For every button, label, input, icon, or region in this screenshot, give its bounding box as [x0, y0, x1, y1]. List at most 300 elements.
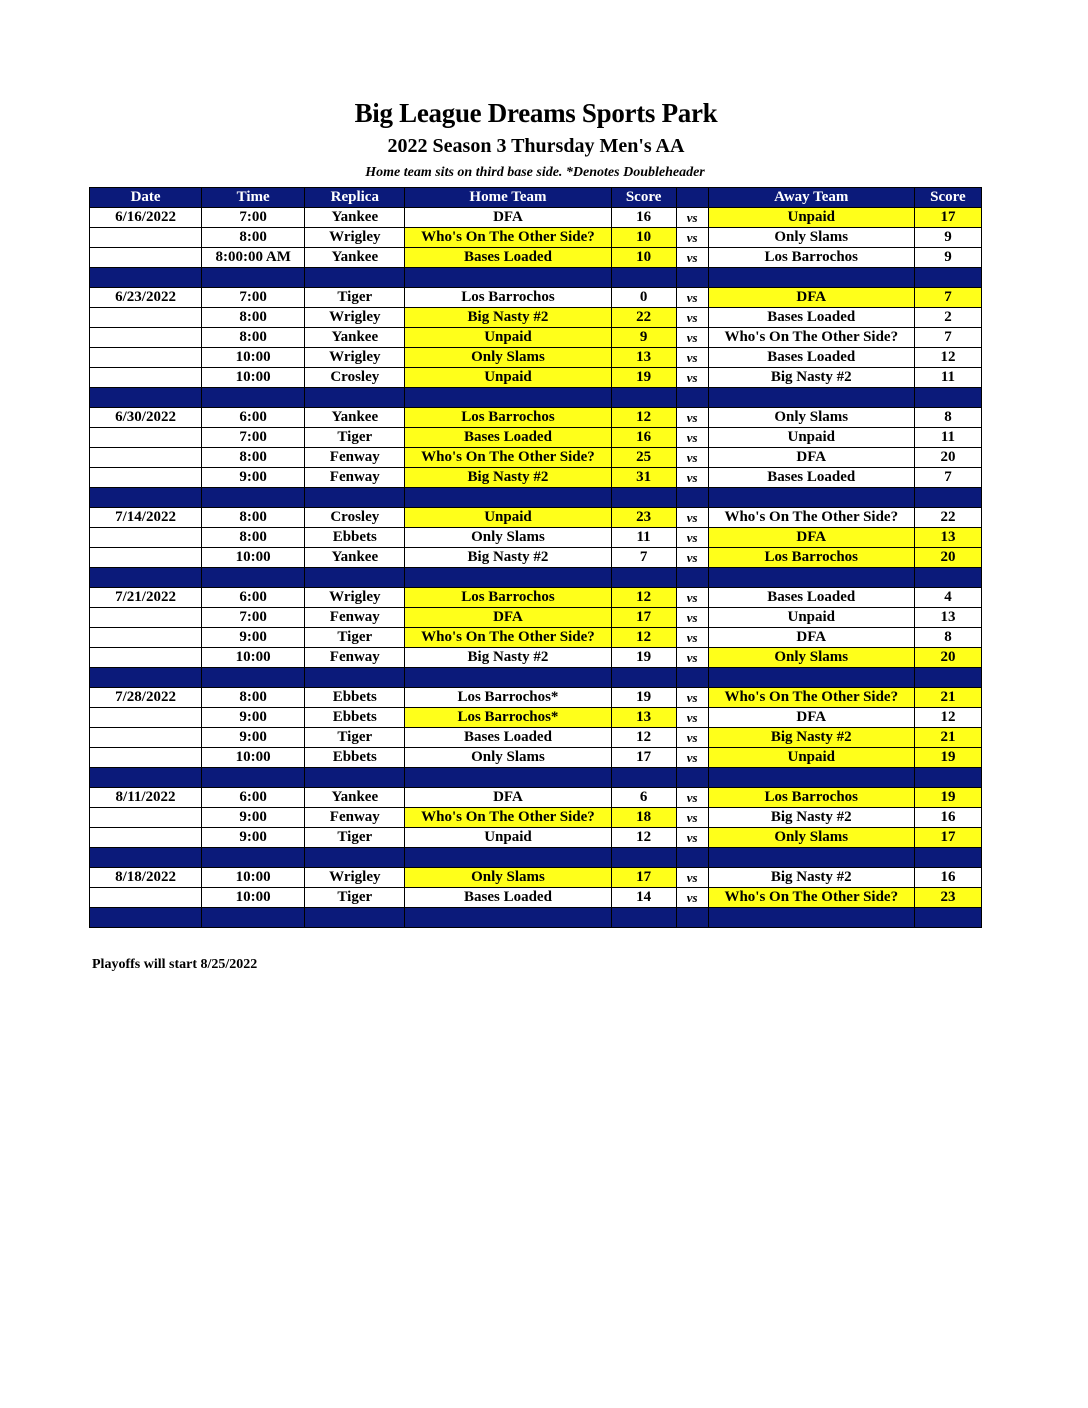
game-date: [90, 828, 202, 848]
vs-label: vs: [676, 888, 708, 908]
home-team: Los Barrochos: [405, 588, 611, 608]
home-team: Big Nasty #2: [405, 648, 611, 668]
home-team: Big Nasty #2: [405, 468, 611, 488]
separator-cell: [90, 268, 202, 288]
game-time: 9:00: [202, 628, 305, 648]
home-team: Los Barrochos*: [405, 688, 611, 708]
game-replica: Tiger: [305, 828, 405, 848]
away-score: 16: [914, 868, 981, 888]
separator-cell: [405, 668, 611, 688]
game-date: [90, 728, 202, 748]
game-date: 6/30/2022: [90, 408, 202, 428]
game-date: [90, 428, 202, 448]
home-score: 17: [611, 748, 676, 768]
game-row: [90, 628, 982, 648]
separator-cell: [914, 268, 981, 288]
separator-cell: [305, 488, 405, 508]
game-time: 8:00: [202, 688, 305, 708]
game-row: [90, 868, 982, 888]
game-row: [90, 228, 982, 248]
vs-label: vs: [676, 608, 708, 628]
game-replica: Wrigley: [305, 348, 405, 368]
away-team: Bases Loaded: [708, 348, 914, 368]
away-score: 19: [914, 748, 981, 768]
game-date: [90, 308, 202, 328]
separator-cell: [676, 568, 708, 588]
separator-cell: [305, 848, 405, 868]
separator-cell: [914, 668, 981, 688]
game-time: 8:00: [202, 448, 305, 468]
away-score: 17: [914, 828, 981, 848]
game-date: [90, 548, 202, 568]
game-replica: Fenway: [305, 808, 405, 828]
vs-label: vs: [676, 628, 708, 648]
playoffs-note: Playoffs will start 8/25/2022: [92, 957, 258, 972]
separator-cell: [305, 388, 405, 408]
home-team: Unpaid: [405, 828, 611, 848]
away-score: 11: [914, 368, 981, 388]
away-team: Unpaid: [708, 608, 914, 628]
separator-cell: [611, 268, 676, 288]
away-score: 20: [914, 448, 981, 468]
game-time: 6:00: [202, 588, 305, 608]
game-row: [90, 588, 982, 608]
vs-label: vs: [676, 728, 708, 748]
game-date: [90, 628, 202, 648]
separator-cell: [202, 668, 305, 688]
separator-cell: [305, 668, 405, 688]
separator-cell: [914, 768, 981, 788]
home-team: Unpaid: [405, 508, 611, 528]
game-replica: Ebbets: [305, 748, 405, 768]
game-row: [90, 648, 982, 668]
schedule-table: [89, 187, 982, 928]
header-away-score: Score: [914, 188, 981, 208]
game-date: [90, 608, 202, 628]
away-score: 4: [914, 588, 981, 608]
game-date: [90, 368, 202, 388]
separator-cell: [708, 908, 914, 928]
game-date: 6/16/2022: [90, 208, 202, 228]
game-row: [90, 408, 982, 428]
vs-label: vs: [676, 588, 708, 608]
game-time: 9:00: [202, 808, 305, 828]
separator-cell: [405, 768, 611, 788]
schedule-header: [90, 188, 982, 208]
game-replica: Tiger: [305, 888, 405, 908]
home-team: Bases Loaded: [405, 428, 611, 448]
game-time: 6:00: [202, 788, 305, 808]
game-time: 10:00: [202, 868, 305, 888]
away-team: Only Slams: [708, 408, 914, 428]
game-date: [90, 248, 202, 268]
header-home-score: Score: [611, 188, 676, 208]
separator-cell: [405, 908, 611, 928]
away-team: DFA: [708, 708, 914, 728]
game-replica: Ebbets: [305, 528, 405, 548]
separator-cell: [708, 848, 914, 868]
home-score: 12: [611, 408, 676, 428]
game-replica: Fenway: [305, 468, 405, 488]
vs-label: vs: [676, 428, 708, 448]
game-time: 10:00: [202, 888, 305, 908]
separator-cell: [611, 668, 676, 688]
game-date: 8/11/2022: [90, 788, 202, 808]
week-separator: [90, 488, 982, 508]
separator-cell: [90, 488, 202, 508]
separator-cell: [611, 768, 676, 788]
vs-label: vs: [676, 508, 708, 528]
separator-cell: [405, 848, 611, 868]
header-home-team: Home Team: [405, 188, 611, 208]
game-time: 7:00: [202, 428, 305, 448]
game-date: [90, 748, 202, 768]
away-score: 13: [914, 608, 981, 628]
schedule-note: Home team sits on third base side. *Denotes Doubleheader: [365, 165, 705, 180]
separator-cell: [708, 388, 914, 408]
week-separator: [90, 768, 982, 788]
home-team: Only Slams: [405, 748, 611, 768]
away-team: Who's On The Other Side?: [708, 888, 914, 908]
separator-cell: [676, 908, 708, 928]
schedule-body: [90, 208, 982, 928]
game-time: 10:00: [202, 648, 305, 668]
home-team: Bases Loaded: [405, 888, 611, 908]
home-team: Big Nasty #2: [405, 308, 611, 328]
vs-label: vs: [676, 288, 708, 308]
home-team: Only Slams: [405, 868, 611, 888]
game-date: [90, 648, 202, 668]
vs-label: vs: [676, 248, 708, 268]
away-team: Bases Loaded: [708, 588, 914, 608]
week-separator: [90, 668, 982, 688]
vs-label: vs: [676, 528, 708, 548]
game-row: [90, 748, 982, 768]
game-row: [90, 288, 982, 308]
game-row: [90, 328, 982, 348]
home-team: Unpaid: [405, 328, 611, 348]
home-team: Who's On The Other Side?: [405, 228, 611, 248]
home-score: 9: [611, 328, 676, 348]
game-replica: Wrigley: [305, 588, 405, 608]
away-team: Los Barrochos: [708, 248, 914, 268]
home-team: Who's On The Other Side?: [405, 628, 611, 648]
game-date: [90, 348, 202, 368]
separator-cell: [914, 568, 981, 588]
game-time: 7:00: [202, 208, 305, 228]
separator-cell: [676, 388, 708, 408]
away-score: 20: [914, 548, 981, 568]
separator-cell: [914, 388, 981, 408]
away-score: 7: [914, 288, 981, 308]
away-team: Unpaid: [708, 208, 914, 228]
away-team: Only Slams: [708, 648, 914, 668]
game-row: [90, 308, 982, 328]
home-score: 17: [611, 868, 676, 888]
game-date: [90, 228, 202, 248]
separator-cell: [90, 668, 202, 688]
game-replica: Fenway: [305, 608, 405, 628]
page-subtitle: 2022 Season 3 Thursday Men's AA: [387, 135, 685, 157]
home-score: 22: [611, 308, 676, 328]
away-team: Who's On The Other Side?: [708, 688, 914, 708]
game-replica: Wrigley: [305, 868, 405, 888]
away-score: 9: [914, 248, 981, 268]
separator-cell: [676, 488, 708, 508]
home-team: Who's On The Other Side?: [405, 808, 611, 828]
separator-cell: [611, 848, 676, 868]
game-replica: Wrigley: [305, 228, 405, 248]
home-score: 12: [611, 828, 676, 848]
away-team: Who's On The Other Side?: [708, 328, 914, 348]
game-replica: Yankee: [305, 408, 405, 428]
home-score: 19: [611, 368, 676, 388]
away-score: 19: [914, 788, 981, 808]
vs-label: vs: [676, 748, 708, 768]
vs-label: vs: [676, 708, 708, 728]
away-team: Unpaid: [708, 748, 914, 768]
game-replica: Crosley: [305, 368, 405, 388]
game-row: [90, 508, 982, 528]
vs-label: vs: [676, 368, 708, 388]
header-away-team: Away Team: [708, 188, 914, 208]
separator-cell: [708, 488, 914, 508]
separator-cell: [90, 388, 202, 408]
vs-label: vs: [676, 808, 708, 828]
separator-cell: [202, 848, 305, 868]
separator-cell: [90, 908, 202, 928]
away-team: Only Slams: [708, 228, 914, 248]
week-separator: [90, 848, 982, 868]
home-score: 10: [611, 228, 676, 248]
away-score: 2: [914, 308, 981, 328]
separator-cell: [611, 488, 676, 508]
separator-cell: [708, 268, 914, 288]
separator-cell: [676, 848, 708, 868]
vs-label: vs: [676, 308, 708, 328]
away-score: 17: [914, 208, 981, 228]
week-separator: [90, 268, 982, 288]
separator-cell: [914, 848, 981, 868]
separator-cell: [405, 388, 611, 408]
home-score: 19: [611, 648, 676, 668]
game-row: [90, 728, 982, 748]
game-date: [90, 528, 202, 548]
separator-cell: [708, 668, 914, 688]
vs-label: vs: [676, 788, 708, 808]
page-title: Big League Dreams Sports Park: [354, 98, 718, 128]
game-row: [90, 468, 982, 488]
home-score: 14: [611, 888, 676, 908]
game-time: 9:00: [202, 708, 305, 728]
vs-label: vs: [676, 328, 708, 348]
away-score: 11: [914, 428, 981, 448]
away-score: 12: [914, 348, 981, 368]
separator-cell: [202, 908, 305, 928]
home-score: 12: [611, 728, 676, 748]
game-date: 7/21/2022: [90, 588, 202, 608]
vs-label: vs: [676, 828, 708, 848]
away-score: 23: [914, 888, 981, 908]
week-separator: [90, 908, 982, 928]
home-team: Bases Loaded: [405, 248, 611, 268]
home-score: 11: [611, 528, 676, 548]
game-date: 8/18/2022: [90, 868, 202, 888]
game-replica: Tiger: [305, 728, 405, 748]
separator-cell: [202, 488, 305, 508]
vs-label: vs: [676, 348, 708, 368]
home-score: 13: [611, 348, 676, 368]
away-team: DFA: [708, 628, 914, 648]
game-time: 8:00: [202, 528, 305, 548]
separator-cell: [676, 268, 708, 288]
game-date: [90, 328, 202, 348]
vs-label: vs: [676, 208, 708, 228]
game-replica: Tiger: [305, 288, 405, 308]
game-time: 7:00: [202, 288, 305, 308]
away-score: 9: [914, 228, 981, 248]
home-score: 31: [611, 468, 676, 488]
away-score: 16: [914, 808, 981, 828]
game-row: [90, 828, 982, 848]
away-score: 7: [914, 328, 981, 348]
game-replica: Tiger: [305, 628, 405, 648]
game-replica: Ebbets: [305, 688, 405, 708]
header-replica: Replica: [305, 188, 405, 208]
game-row: [90, 708, 982, 728]
game-date: [90, 468, 202, 488]
game-row: [90, 808, 982, 828]
home-team: Los Barrochos: [405, 288, 611, 308]
separator-cell: [708, 568, 914, 588]
home-team: Only Slams: [405, 348, 611, 368]
away-score: 20: [914, 648, 981, 668]
away-score: 7: [914, 468, 981, 488]
away-team: Los Barrochos: [708, 788, 914, 808]
separator-cell: [611, 908, 676, 928]
vs-label: vs: [676, 548, 708, 568]
game-replica: Yankee: [305, 248, 405, 268]
game-row: [90, 688, 982, 708]
away-team: Who's On The Other Side?: [708, 508, 914, 528]
away-team: Big Nasty #2: [708, 728, 914, 748]
separator-cell: [405, 568, 611, 588]
game-row: [90, 788, 982, 808]
header-row: [90, 188, 982, 208]
separator-cell: [305, 568, 405, 588]
home-score: 25: [611, 448, 676, 468]
separator-cell: [90, 568, 202, 588]
separator-cell: [708, 768, 914, 788]
away-score: 8: [914, 408, 981, 428]
game-replica: Ebbets: [305, 708, 405, 728]
vs-label: vs: [676, 868, 708, 888]
separator-cell: [305, 268, 405, 288]
game-replica: Fenway: [305, 648, 405, 668]
game-row: [90, 528, 982, 548]
separator-cell: [202, 568, 305, 588]
vs-label: vs: [676, 228, 708, 248]
vs-label: vs: [676, 468, 708, 488]
week-separator: [90, 568, 982, 588]
home-score: 19: [611, 688, 676, 708]
separator-cell: [305, 768, 405, 788]
home-team: Unpaid: [405, 368, 611, 388]
home-score: 0: [611, 288, 676, 308]
separator-cell: [90, 768, 202, 788]
home-team: Los Barrochos*: [405, 708, 611, 728]
game-time: 10:00: [202, 348, 305, 368]
separator-cell: [202, 388, 305, 408]
game-row: [90, 888, 982, 908]
game-row: [90, 208, 982, 228]
game-row: [90, 608, 982, 628]
home-score: 16: [611, 208, 676, 228]
away-score: 12: [914, 708, 981, 728]
home-score: 16: [611, 428, 676, 448]
week-separator: [90, 388, 982, 408]
game-replica: Yankee: [305, 548, 405, 568]
vs-label: vs: [676, 648, 708, 668]
game-time: 9:00: [202, 728, 305, 748]
game-replica: Yankee: [305, 208, 405, 228]
separator-cell: [405, 268, 611, 288]
home-team: DFA: [405, 788, 611, 808]
game-time: 8:00: [202, 228, 305, 248]
game-row: [90, 248, 982, 268]
separator-cell: [202, 268, 305, 288]
game-date: 7/28/2022: [90, 688, 202, 708]
home-team: Bases Loaded: [405, 728, 611, 748]
header-date: Date: [90, 188, 202, 208]
separator-cell: [676, 668, 708, 688]
game-replica: Wrigley: [305, 308, 405, 328]
game-date: 7/14/2022: [90, 508, 202, 528]
away-team: Big Nasty #2: [708, 868, 914, 888]
home-score: 18: [611, 808, 676, 828]
vs-label: vs: [676, 448, 708, 468]
home-score: 23: [611, 508, 676, 528]
game-time: 6:00: [202, 408, 305, 428]
game-replica: Crosley: [305, 508, 405, 528]
home-team: DFA: [405, 208, 611, 228]
game-row: [90, 348, 982, 368]
game-row: [90, 428, 982, 448]
game-row: [90, 368, 982, 388]
away-team: Only Slams: [708, 828, 914, 848]
home-score: 17: [611, 608, 676, 628]
home-score: 7: [611, 548, 676, 568]
separator-cell: [914, 488, 981, 508]
game-row: [90, 548, 982, 568]
away-score: 21: [914, 728, 981, 748]
game-time: 7:00: [202, 608, 305, 628]
separator-cell: [405, 488, 611, 508]
game-time: 10:00: [202, 748, 305, 768]
away-score: 22: [914, 508, 981, 528]
home-score: 12: [611, 588, 676, 608]
home-team: Los Barrochos: [405, 408, 611, 428]
game-date: [90, 448, 202, 468]
away-team: DFA: [708, 288, 914, 308]
game-date: [90, 808, 202, 828]
away-score: 8: [914, 628, 981, 648]
away-score: 13: [914, 528, 981, 548]
header-vs: [676, 188, 708, 208]
header-time: Time: [202, 188, 305, 208]
game-time: 9:00: [202, 828, 305, 848]
home-team: Big Nasty #2: [405, 548, 611, 568]
